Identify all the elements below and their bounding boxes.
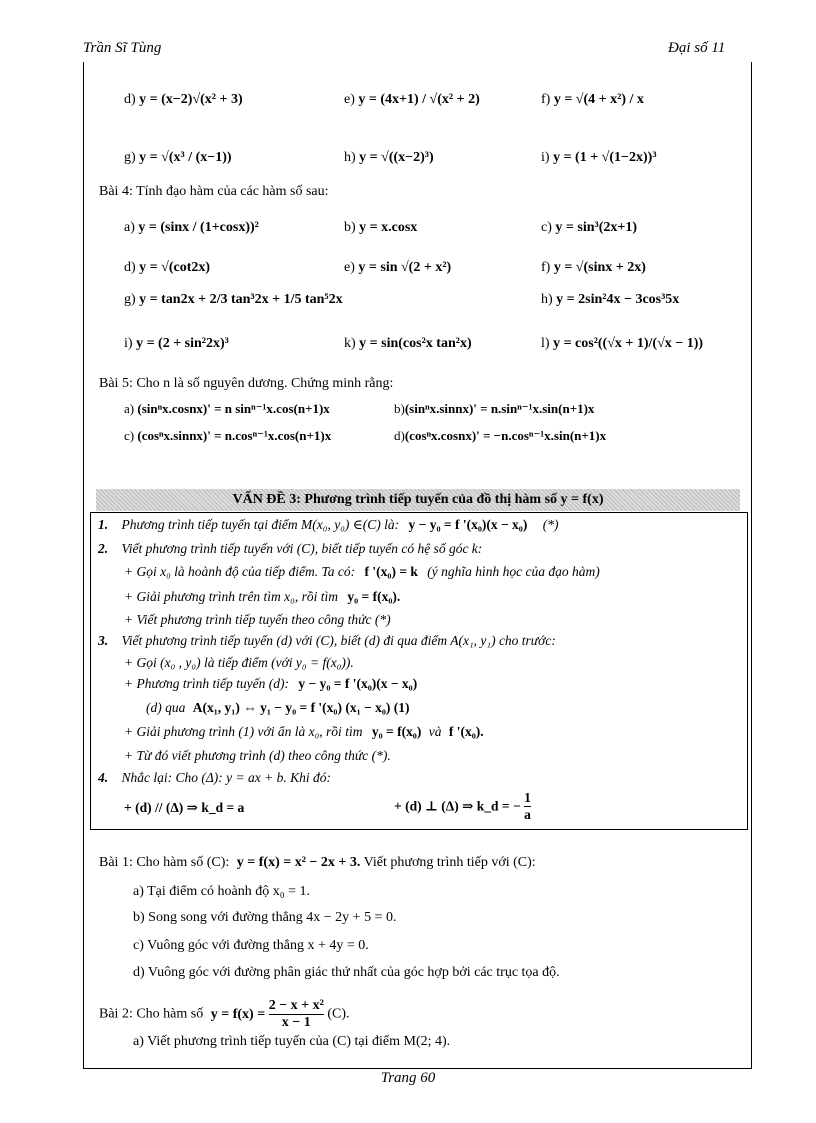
- point-2b-formula: y₀ = f(x₀).: [347, 589, 401, 604]
- problem-1-title: Bài 1:: [99, 855, 133, 870]
- problem-2-formula: y = f(x) =: [210, 1006, 266, 1022]
- ex4-label: k): [344, 336, 356, 351]
- section-banner: VẤN ĐỀ 3: Phương trình tiếp tuyến của đồ thị hàm số y = f(x): [96, 489, 740, 511]
- ex3-expr: y = (x−2)√(x² + 3): [139, 92, 243, 107]
- point-4a-formula: + (d) // (Δ) ⇒ k_d = a: [124, 800, 245, 815]
- ex4-expr: y = (2 + sin²2x)³: [136, 336, 229, 351]
- point-3b-text: + Phương trình tiếp tuyến (d):: [124, 676, 290, 691]
- point-2a-formula: f '(x₀) = k: [364, 564, 418, 579]
- ex5-label: c): [124, 428, 135, 443]
- ex4-expr: y = √(cot2x): [139, 260, 211, 275]
- point-number: 4.: [98, 770, 109, 785]
- point-2b-text: + Giải phương trình trên tìm x₀, rồi tìm: [124, 589, 338, 604]
- point-3c-text: (d) qua: [146, 700, 186, 715]
- exercise-4-heading: [99, 184, 329, 200]
- point-4-text: Nhắc lại: Cho (Δ): y = ax + b. Khi đó:: [121, 770, 331, 785]
- ex4-expr: y = sin³(2x+1): [555, 220, 637, 235]
- ex4-label: a): [124, 220, 135, 235]
- ex4-expr: y = √(sinx + 2x): [553, 260, 646, 275]
- exercise-5-title: Bài 5:: [99, 376, 133, 391]
- ex3-label: e): [344, 92, 355, 107]
- point-2-text: Viết phương trình tiếp tuyến với (C), biết tiếp tuyến có hệ số góc k:: [121, 541, 483, 556]
- problem-2-lead: Cho hàm số: [136, 1006, 204, 1022]
- ex4-label: l): [541, 336, 550, 351]
- point-3d-text: + Giải phương trình (1) với ẩn là x₀, rồi tìm: [124, 724, 363, 739]
- ex4-expr: y = (sinx / (1+cosx))²: [138, 220, 259, 235]
- ex3-expr: y = √(x³ / (x−1)): [139, 150, 232, 165]
- ex4-label: c): [541, 220, 552, 235]
- ex4-label: f): [541, 260, 551, 275]
- ex4-label: g): [124, 292, 136, 307]
- exercise-4-prompt: Tính đạo hàm của các hàm số sau:: [136, 184, 329, 199]
- ex3-label: f): [541, 92, 551, 107]
- list-item: b) Song song với đường thẳng 4x − 2y + 5 = 0.: [133, 910, 397, 925]
- ex4-label: b): [344, 220, 356, 235]
- exercise-5-heading: [99, 376, 393, 392]
- ex3-expr: y = √((x−2)³): [359, 150, 434, 165]
- exercise-5-prompt: Cho n là số nguyên dương. Chứng minh rằng:: [136, 376, 394, 391]
- problem-1-tail: Viết phương trình tiếp với (C):: [363, 855, 536, 870]
- fraction-denominator: x − 1: [269, 1014, 324, 1031]
- point-3b-formula: y − y₀ = f '(x₀)(x − x₀): [298, 676, 418, 691]
- point-number: 3.: [98, 633, 109, 648]
- ex3-label: i): [541, 150, 550, 165]
- fraction-numerator: 2 − x + x²: [268, 998, 324, 1013]
- ex3-label: d): [124, 92, 136, 107]
- ex4-expr: y = x.cosx: [359, 220, 418, 235]
- header-author: Trần Sĩ Tùng: [83, 40, 162, 56]
- problem-1-lead: Cho hàm số (C):: [136, 855, 230, 870]
- point-3c-formula: A(x₁, y₁) ⇔ y₁ − y₀ = f '(x₀) (x₁ − x₀) (1): [192, 700, 410, 715]
- list-item: a) Tại điểm có hoành độ x₀ = 1.: [133, 884, 310, 899]
- problem-2-heading: [99, 998, 350, 1031]
- ex5-expr: (cosⁿx.sinnx)' = n.cosⁿ⁻¹x.cos(n+1)x: [137, 428, 332, 443]
- point-3d-formula: y₀ = f(x₀): [371, 724, 422, 739]
- ex4-label: e): [344, 260, 355, 275]
- ex5-label: d): [394, 428, 405, 443]
- ex3-label: h): [344, 150, 356, 165]
- ex4-expr: y = cos²((√x + 1)/(√x − 1)): [553, 336, 704, 351]
- ex4-label: d): [124, 260, 136, 275]
- ex5-expr: (sinⁿx.sinnx)' = n.sinⁿ⁻¹x.sin(n+1)x: [404, 401, 595, 416]
- exercise-4-title: Bài 4:: [99, 184, 133, 199]
- ex5-expr: (sinⁿx.cosnx)' = n sinⁿ⁻¹x.cos(n+1)x: [137, 401, 330, 416]
- problem-2-fraction: [269, 998, 324, 1031]
- problem-2-tail: (C).: [327, 1006, 350, 1022]
- point-2a-text: + Gọi x₀ là hoành độ của tiếp điểm. Ta có:: [124, 564, 356, 579]
- ex3-label: g): [124, 150, 136, 165]
- ex4-expr: y = sin √(2 + x²): [358, 260, 452, 275]
- page-number: Trang 60: [380, 1070, 436, 1086]
- point-3d-and: và: [428, 724, 442, 739]
- ex4-label: h): [541, 292, 553, 307]
- fraction-denominator: a: [524, 807, 531, 822]
- list-item: a) Viết phương trình tiếp tuyến của (C) tại điểm M(2; 4).: [133, 1034, 451, 1049]
- ex3-expr: y = √(4 + x²) / x: [553, 92, 644, 107]
- list-item: c) Vuông góc với đường thẳng x + 4y = 0.: [133, 938, 369, 953]
- point-4b-formula: + (d) ⊥ (Δ) ⇒ k_d = −: [394, 798, 521, 814]
- point-3-text: Viết phương trình tiếp tuyến (d) với (C), biết (d) đi qua điểm A(x₁, y₁) cho trước:: [121, 633, 556, 648]
- problem-1-formula: y = f(x) = x² − 2x + 3.: [236, 855, 361, 870]
- ex3-expr: y = (1 + √(1−2x))³: [553, 150, 657, 165]
- problem-2-title: Bài 2:: [99, 1006, 133, 1022]
- point-1-formula: y − y₀ = f '(x₀)(x − x₀): [408, 517, 528, 532]
- point-1-tag: (*): [542, 517, 559, 532]
- ex4-expr: y = sin(cos²x tan²x): [359, 336, 472, 351]
- problem-1-heading: [99, 855, 536, 871]
- list-item: d) Vuông góc với đường phân giác thứ nhất của góc hợp bởi các trục tọa độ.: [133, 965, 560, 980]
- fraction-numerator: 1: [524, 790, 531, 805]
- fraction-1-over-a: [524, 790, 531, 823]
- point-3e-text: + Từ đó viết phương trình (d) theo công thức (*).: [124, 748, 391, 763]
- point-2a-note: (ý nghĩa hình học của đạo hàm): [427, 564, 600, 579]
- ex5-label: a): [124, 401, 135, 416]
- point-3a-text: + Gọi (x₀ , y₀) là tiếp điểm (với y₀ = f(x₀)).: [124, 655, 354, 670]
- ex3-expr: y = (4x+1) / √(x² + 2): [358, 92, 480, 107]
- ex4-expr: y = 2sin²4x − 3cos³5x: [556, 292, 680, 307]
- point-2c-text: + Viết phương trình tiếp tuyến theo công thức (*): [124, 612, 391, 627]
- ex5-expr: (cosⁿx.cosnx)' = −n.cosⁿ⁻¹x.sin(n+1)x: [404, 428, 607, 443]
- ex4-expr: y = tan2x + 2/3 tan³2x + 1/5 tan⁵2x: [139, 292, 343, 307]
- point-number: 2.: [98, 541, 109, 556]
- point-1-text: Phương trình tiếp tuyến tại điểm M(x₀, y₀) ∈(C) là:: [121, 517, 400, 532]
- point-3d-formula: f '(x₀).: [448, 724, 484, 739]
- ex5-label: b): [394, 401, 405, 416]
- ex4-label: i): [124, 336, 133, 351]
- header-subject: Đại số 11: [668, 40, 726, 56]
- point-number: 1.: [98, 517, 109, 532]
